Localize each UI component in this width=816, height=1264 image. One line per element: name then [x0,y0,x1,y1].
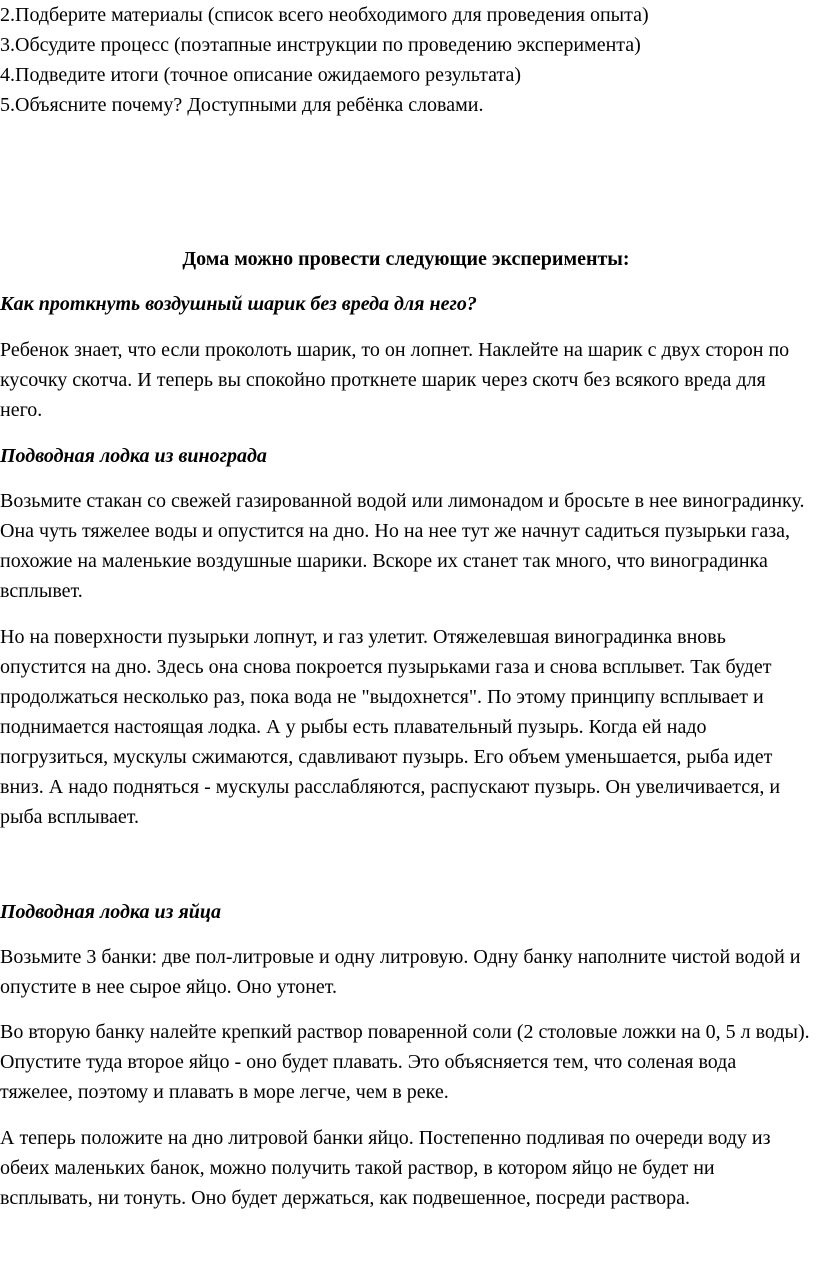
list-item [0,30,812,60]
list-text: Подберите материалы (список всего необходимого для проведения опыта) [15,4,649,26]
section-title: Дома можно провести следующие эксперименты: [182,248,630,270]
list-text: Подведите итоги (точное описание ожидаемого результата) [15,64,521,86]
experiment-paragraph: Возьмите 3 банки: две пол-литровые и одну литровую. Одну банку наполните чистой водой и опустите в нее сырое яйцо. Оно утонет. [0,946,801,998]
experiment-paragraph: Но на поверхности пузырьки лопнут, и газ улетит. Отяжелевшая виноградинка вновь опустится на дно. Здесь она снова покроется пузырьками газа и снова всплывет. Так будет продолжаться несколько раз, пока вода не "выдохнется". По этому принципу всплывает и поднимается настоящая лодка. А у рыбы есть плавательный пузырь. Когда ей надо погрузиться, мускулы сжимаются, сдавливают пузырь. Его объем уменьшается, рыба идет вниз. А надо подняться - мускулы расслабляются, распускают пузырь. Он увеличивается, и рыба всплывает. [0,626,781,828]
experiment-paragraph: Возьмите стакан со свежей газированной водой или лимонадом и бросьте в нее виноградинку. Она чуть тяжелее воды и опустится на дно. Но на нее тут же начнут садиться пузырьки газа, похожие на маленькие воздушные шарики. Вскоре их станет так много, что виноградинка всплывет. [0,490,805,602]
list-item [0,60,812,90]
list-item [0,0,812,30]
list-number: 2. [0,4,15,26]
experiment-title-egg: Подводная лодка из яйца [0,901,221,923]
experiment-paragraph: Во вторую банку налейте крепкий раствор поваренной соли (2 столовые ложки на 0, 5 л воды). Опустите туда второе яйцо - оно будет плавать. Это объясняется тем, что соленая вода тяжелее, поэтому и плавать в море легче, чем в реке. [0,1021,810,1103]
experiment-title-balloon: Как проткнуть воздушный шарик без вреда для него? [0,293,477,315]
list-text: Обсудите процесс (поэтапные инструкции по проведению эксперимента) [15,34,641,56]
list-text: Объясните почему? Доступными для ребёнка словами. [15,94,484,116]
list-number: 5. [0,94,15,116]
experiment-paragraph: Ребенок знает, что если проколоть шарик, то он лопнет. Наклейте на шарик с двух сторон по кусочку скотча. И теперь вы спокойно проткнете шарик через скотч без всякого вреда для него. [0,339,790,421]
list-number: 3. [0,34,15,56]
experiment-paragraph: А теперь положите на дно литровой банки яйцо. Постепенно подливая по очереди воду из обеих маленьких банок, можно получить такой раствор, в котором яйцо не будет ни всплывать, ни тонуть. Оно будет держаться, как подвешенное, посреди раствора. [0,1127,771,1209]
list-number: 4. [0,64,15,86]
experiment-title-grape: Подводная лодка из винограда [0,445,267,467]
list-item [0,90,812,120]
steps-list [0,0,812,120]
